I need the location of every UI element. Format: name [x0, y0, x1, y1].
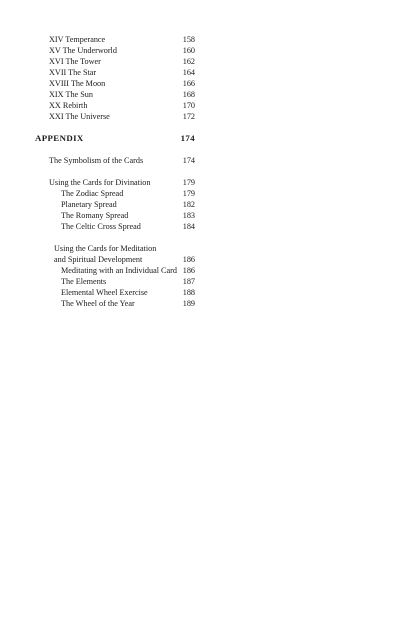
toc-entry-page: 168: [182, 90, 195, 99]
toc-subentry-page: 188: [182, 288, 195, 297]
toc-entry-page: 172: [182, 112, 195, 121]
toc-subentry-title: The Celtic Cross Spread: [61, 222, 141, 231]
toc-subentry-page: 187: [182, 277, 195, 286]
toc-section-title-line2: and Spiritual Development: [54, 255, 143, 264]
toc-entry-title: XX Rebirth: [49, 101, 88, 110]
toc-subentry-title: Meditating with an Individual Card: [61, 266, 177, 275]
toc-subentry-title: The Wheel of the Year: [61, 299, 135, 308]
toc-entry-title: XVIII The Moon: [49, 79, 106, 88]
toc-subentry-page: 186: [182, 266, 195, 275]
toc-entry-title: XVI The Tower: [49, 57, 101, 66]
toc-section-title: Using the Cards for Divination: [49, 178, 151, 187]
toc-entry-page: 174: [182, 156, 195, 165]
toc-section-page: 179: [182, 178, 195, 187]
toc-subentry-page: 184: [182, 222, 195, 231]
toc-subentry-title: The Elements: [61, 277, 107, 286]
toc-subentry-title: The Romany Spread: [61, 211, 129, 220]
toc-subentry-page: 179: [182, 189, 195, 198]
toc-subentry-title: The Zodiac Spread: [61, 189, 124, 198]
toc-section-page: 186: [182, 255, 195, 264]
toc-section-title-line1: Using the Cards for Meditation: [54, 244, 157, 253]
toc-entry-title: XIV Temperance: [49, 35, 106, 44]
toc-subentry-title: Elemental Wheel Exercise: [61, 288, 148, 297]
toc-entry-title: XV The Underworld: [49, 46, 117, 55]
toc-entry-page: 170: [182, 101, 195, 110]
toc-entry-title: XVII The Star: [49, 68, 97, 77]
toc-entry-page: 160: [182, 46, 195, 55]
toc-entry-title: XXI The Universe: [49, 112, 110, 121]
toc-entry-page: 166: [182, 79, 195, 88]
toc-subentry-page: 182: [182, 200, 195, 209]
toc-subentry-title: Planetary Spread: [61, 200, 117, 209]
toc-entry-page: 162: [182, 57, 195, 66]
toc-entry-title: XIX The Sun: [49, 90, 93, 99]
toc-entry-page: 164: [182, 68, 195, 77]
toc-entry-title: The Symbolism of the Cards: [49, 156, 144, 165]
toc-subentry-page: 183: [182, 211, 195, 220]
appendix-page: 174: [180, 133, 195, 143]
toc-subentry-page: 189: [182, 299, 195, 308]
appendix-heading: APPENDIX: [35, 133, 84, 143]
toc-entry-page: 158: [182, 35, 195, 44]
